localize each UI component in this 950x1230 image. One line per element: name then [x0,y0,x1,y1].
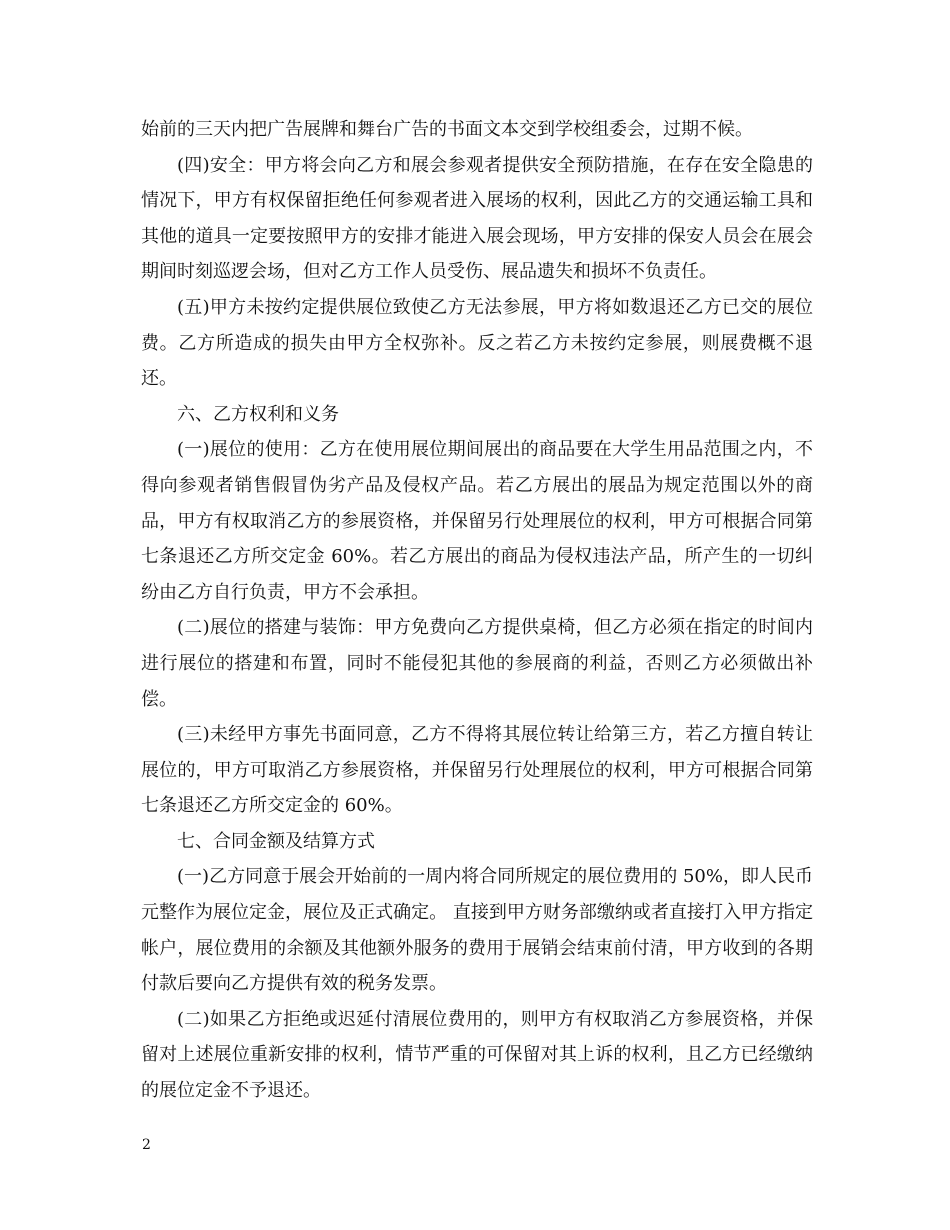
page-number: 2 [142,1137,151,1153]
paragraph: (三)未经甲方事先书面同意，乙方不得将其展位转让给第三方，若乙方擅自转让展位的，甲方可取消乙方参展资格，并保留另行处理展位的权利，甲方可根据合同第七条退还乙方所交定金的 60%。 [141,724,813,817]
document-body [141,112,813,1109]
paragraph: (二)如果乙方拒绝或迟延付清展位费用的，则甲方有权取消乙方参展资格，并保留对上述展位重新安排的权利，情节严重的可保留对其上诉的权利，且乙方已经缴纳的展位定金不予退还。 [141,1008,813,1102]
section-heading: 七、合同金额及结算方式 [177,830,375,852]
paragraph: (二)展位的搭建与装饰：甲方免费向乙方提供桌椅，但乙方必须在指定的时间内进行展位的搭建和布置，同时不能侵犯其他的参展商的利益，否则乙方必须做出补偿。 [141,617,813,710]
paragraph: (一)乙方同意于展会开始前的一周内将合同所规定的展位费用的 50%，即人民币 元整作为展位定金，展位及正式确定。 直接到甲方财务部缴纳或者直接打入甲方指定帐户，展位费用的余额及其他额外服务的费用于展销会结束前付清，甲方收到的各期付款后要向乙方提供有效的税务发票。 [141,866,813,995]
section-heading: 六、乙方权利和义务 [177,403,339,425]
paragraph: (一)展位的使用：乙方在使用展位期间展出的商品要在大学生用品范围之内，不得向参观者销售假冒伪劣产品及侵权产品。若乙方展出的展品为规定范围以外的商品，甲方有权取消乙方的参展资格，并保留另行处理展位的权利，甲方可根据合同第七条退还乙方所交定金 60%。若乙方展出的商品为侵权违法产品，所产生的一切纠纷由乙方自行负责，甲方不会承担。 [141,439,813,603]
paragraph: 始前的三天内把广告展牌和舞台广告的书面文本交到学校组委会，过期不候。 [141,119,753,140]
paragraph: (五)甲方未按约定提供展位致使乙方无法参展，甲方将如数退还乙方已交的展位费。乙方所造成的损失由甲方全权弥补。反之若乙方未按约定参展，则展费概不退还。 [141,296,813,390]
paragraph: (四)安全：甲方将会向乙方和展会参观者提供安全预防措施，在存在安全隐患的情况下，甲方有权保留拒绝任何参观者进入展场的权利，因此乙方的交通运输工具和其他的道具一定要按照甲方的安排才能进入展会现场，甲方安排的保安人员会在展会期间时刻巡逻会场，但对乙方工作人员受伤、展品遗失和损坏不负责任。 [141,154,813,283]
